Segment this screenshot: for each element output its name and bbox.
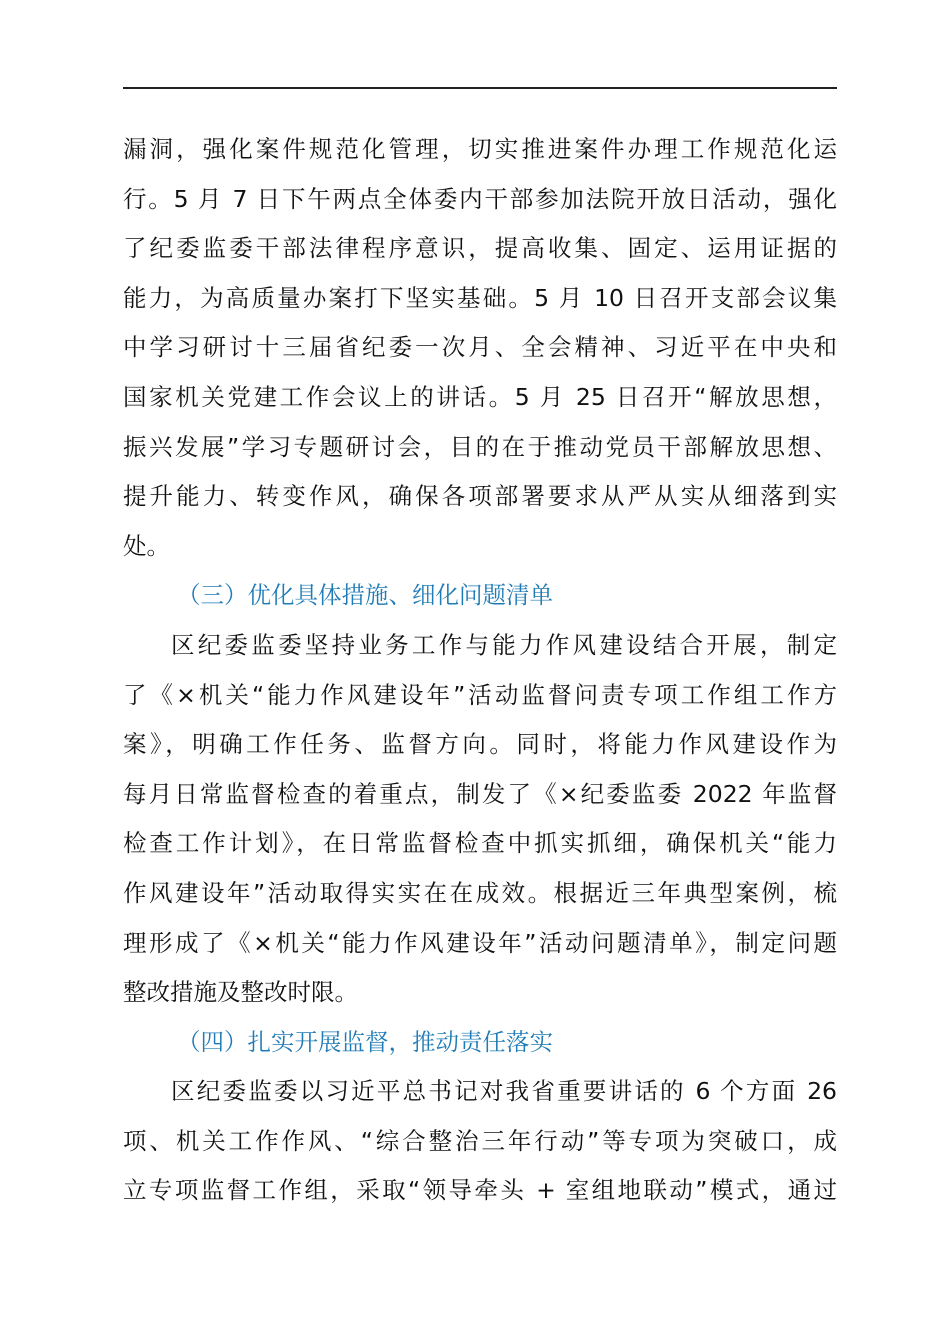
document-body bbox=[123, 125, 837, 1216]
text-line: 能力，为高质量办案打下坚实基础。5 月 10 日召开支部会议集 bbox=[123, 283, 837, 312]
text-line: 理形成了《×机关“能力作风建设年”活动问题清单》，制定问题 bbox=[123, 928, 837, 957]
text-line: 了纪委监委干部法律程序意识，提高收集、固定、运用证据的 bbox=[123, 234, 837, 263]
text-line: 行。5 月 7 日下午两点全体委内干部参加法院开放日活动，强化 bbox=[123, 184, 837, 213]
text-line: 提升能力、转变作风，确保各项部署要求从严从实从细落到实 bbox=[123, 482, 837, 511]
section-3-paragraph bbox=[123, 621, 837, 1018]
text-line: 处。 bbox=[123, 531, 170, 560]
section-3-heading: （三）优化具体措施、细化问题清单 bbox=[177, 581, 553, 610]
text-line: 中学习研讨十三届省纪委一次月、全会精神、习近平在中央和 bbox=[123, 333, 837, 362]
text-line: 国家机关党建工作会议上的讲话。5 月 25 日召开“解放思想， bbox=[123, 382, 837, 411]
header-rule bbox=[123, 87, 837, 89]
section-4-heading: （四）扎实开展监督，推动责任落实 bbox=[177, 1027, 553, 1056]
text-line: 区纪委监委以习近平总书记对我省重要讲话的 6 个方面 26 bbox=[171, 1077, 837, 1106]
text-line: 漏洞，强化案件规范化管理，切实推进案件办理工作规范化运 bbox=[123, 135, 837, 163]
text-line: 了《×机关“能力作风建设年”活动监督问责专项工作组工作方 bbox=[123, 680, 837, 709]
text-line: 每月日常监督检查的着重点，制发了《×纪委监委 2022 年监督 bbox=[123, 779, 837, 808]
text-line: 案》，明确工作任务、监督方向。同时，将能力作风建设作为 bbox=[123, 730, 837, 759]
text-line: 作风建设年”活动取得实实在在成效。根据近三年典型案例，梳 bbox=[123, 878, 837, 907]
text-line: 整改措施及整改时限。 bbox=[123, 978, 358, 1007]
paragraph-continuation bbox=[123, 125, 837, 571]
text-line: 项、机关工作作风、“综合整治三年行动”等专项为突破口，成 bbox=[123, 1126, 837, 1155]
text-line: 振兴发展”学习专题研讨会，目的在于推动党员干部解放思想、 bbox=[123, 432, 837, 461]
text-line: 检查工作计划》，在日常监督检查中抓实抓细，确保机关“能力 bbox=[123, 829, 837, 858]
section-4-paragraph bbox=[123, 1067, 837, 1216]
text-line: 立专项监督工作组，采取“领导牵头 + 室组地联动”模式，通过 bbox=[123, 1176, 837, 1205]
text-line: 区纪委监委坚持业务工作与能力作风建设结合开展，制定 bbox=[171, 630, 837, 659]
